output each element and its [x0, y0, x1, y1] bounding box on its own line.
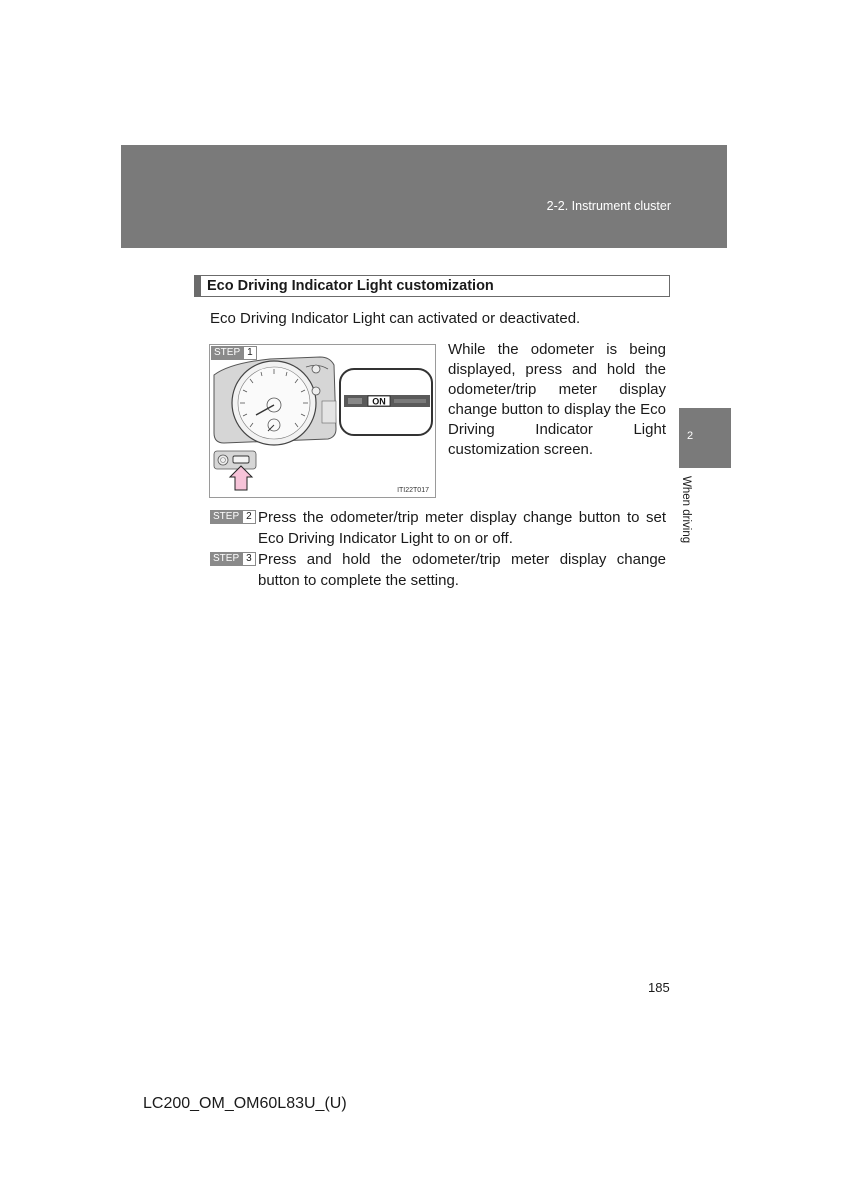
- step-2: [210, 507, 666, 549]
- step-2-badge: STEP 2: [210, 510, 256, 524]
- instrument-cluster-illustration: [210, 345, 435, 497]
- chapter-title: When driving: [680, 476, 692, 544]
- header-band: [121, 145, 727, 248]
- chapter-tab: [679, 408, 731, 468]
- chapter-number: 2: [687, 430, 694, 442]
- step-1-text: While the odometer is being displayed, press and hold the odometer/trip meter display change button to display the Eco Driving Indicator Light customization screen.: [448, 341, 666, 458]
- heading-accent-bar: [195, 276, 201, 296]
- section-heading: [194, 275, 670, 297]
- chapter-title-container: [680, 476, 698, 556]
- page-number: 185: [648, 980, 670, 995]
- section-heading-text: Eco Driving Indicator Light customization: [207, 278, 494, 294]
- odometer-trip-button: [233, 456, 249, 463]
- press-arrow-icon: [230, 466, 252, 490]
- step-3-text: Press and hold the odometer/trip meter display change button to complete the setting.: [258, 551, 666, 589]
- display-on-text: ON: [372, 396, 386, 407]
- step-3-badge: STEP 3: [210, 552, 256, 566]
- intro-paragraph: Eco Driving Indicator Light can activated or deactivated.: [210, 310, 581, 327]
- step-1-badge: STEP 1: [211, 346, 257, 360]
- instrument-cluster-figure: [209, 344, 436, 498]
- step-3: [210, 549, 666, 591]
- step-2-text: Press the odometer/trip meter display change button to set Eco Driving Indicator Light to on or off.: [258, 509, 666, 547]
- document-code: LC200_OM_OM60L83U_(U): [143, 1095, 347, 1112]
- section-reference: 2-2. Instrument cluster: [546, 199, 671, 213]
- figure-id: ITI22T017: [397, 487, 429, 494]
